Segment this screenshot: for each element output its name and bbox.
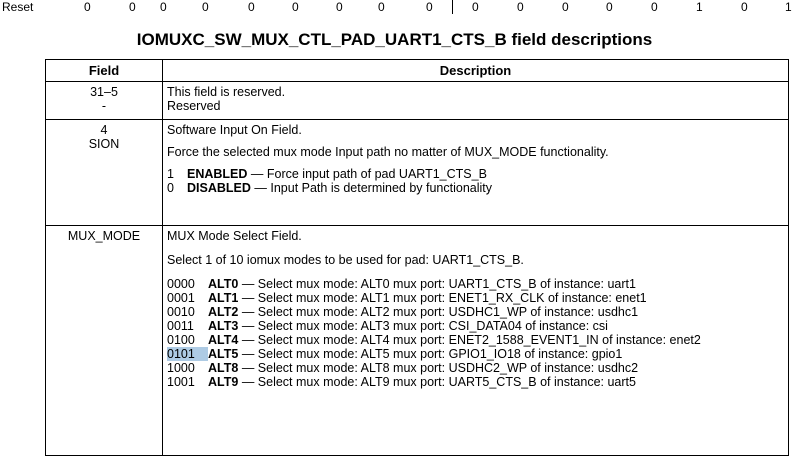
description-cell xyxy=(167,85,784,113)
reset-bit: 0 xyxy=(472,0,479,14)
option-row: 0 DISABLED — Input Path is determined by functionality xyxy=(167,181,493,195)
reset-row xyxy=(0,0,792,18)
field-bits: 4 xyxy=(100,123,108,137)
field-cell xyxy=(46,123,162,151)
description-title: MUX Mode Select Field. xyxy=(167,229,302,243)
field-name: SION xyxy=(88,137,120,151)
reset-bit: 1 xyxy=(785,0,792,14)
field-name: MUX_MODE xyxy=(67,229,141,243)
option-row: 0100 ALT4 — Select mux mode: ALT4 mux port: ENET2_1588_EVENT1_IN of instance: enet2 xyxy=(167,333,701,347)
reset-bit: 0 xyxy=(129,0,136,14)
option-row: 0011 ALT3 — Select mux mode: ALT3 mux port: CSI_DATA04 of instance: csi xyxy=(167,319,608,333)
option-row: 0000 ALT0 — Select mux mode: ALT0 mux port: UART1_CTS_B of instance: uart1 xyxy=(167,277,636,291)
reset-bit: 0 xyxy=(378,0,385,14)
option-row: 0001 ALT1 — Select mux mode: ALT1 mux port: ENET1_RX_CLK of instance: enet1 xyxy=(167,291,647,305)
option-row: 1 ENABLED — Force input path of pad UART1_CTS_B xyxy=(167,167,487,181)
description-text: Select 1 of 10 iomux modes to be used for pad: UART1_CTS_B. xyxy=(167,253,524,267)
reset-bit: 0 xyxy=(202,0,209,14)
reset-bit: 0 xyxy=(606,0,613,14)
selection-highlight: 0101 xyxy=(167,347,208,361)
reset-bit: 0 xyxy=(248,0,255,14)
description-cell xyxy=(167,123,784,195)
reset-bit: 0 xyxy=(336,0,343,14)
reset-bit: 0 xyxy=(292,0,299,14)
table-header xyxy=(46,60,788,82)
reset-label: Reset xyxy=(2,0,34,14)
option-row: 0010 ALT2 — Select mux mode: ALT2 mux port: USDHC1_WP of instance: usdhc1 xyxy=(167,305,639,319)
description-text: This field is reserved. xyxy=(167,85,286,99)
reset-bit: 0 xyxy=(562,0,569,14)
table-row-reserved xyxy=(46,82,788,120)
table-row-mux-mode xyxy=(46,226,788,456)
reset-bit: 0 xyxy=(741,0,748,14)
description-text: Force the selected mux mode Input path no matter of MUX_MODE functionality. xyxy=(167,145,609,159)
option-row: 1001 ALT9 — Select mux mode: ALT9 mux port: UART5_CTS_B of instance: uart5 xyxy=(167,375,636,389)
description-cell xyxy=(167,229,784,389)
header-field: Field xyxy=(88,63,120,78)
reset-bit: 1 xyxy=(696,0,703,14)
description-title: Software Input On Field. xyxy=(167,123,302,137)
description-text: Reserved xyxy=(167,99,221,113)
header-description: Description xyxy=(439,63,512,78)
field-cell xyxy=(46,229,162,243)
reset-bit: 0 xyxy=(84,0,91,14)
table-title: IOMUXC_SW_MUX_CTL_PAD_UART1_CTS_B field descriptions xyxy=(136,30,653,49)
field-bits: 31–5 xyxy=(90,85,118,99)
field-name: - xyxy=(101,99,107,113)
field-descriptions-table xyxy=(45,59,789,456)
table-row-sion xyxy=(46,120,788,226)
reset-bit: 0 xyxy=(651,0,658,14)
reset-bit: 0 xyxy=(160,0,167,14)
option-row: 1000 ALT8 — Select mux mode: ALT8 mux port: USDHC2_WP of instance: usdhc2 xyxy=(167,361,639,375)
option-row-selected: 0101 ALT5 — Select mux mode: ALT5 mux port: GPIO1_IO18 of instance: gpio1 xyxy=(167,347,623,361)
field-cell xyxy=(46,85,162,113)
bit-divider xyxy=(452,0,453,14)
reset-bit: 0 xyxy=(426,0,433,14)
reset-bit: 0 xyxy=(517,0,524,14)
